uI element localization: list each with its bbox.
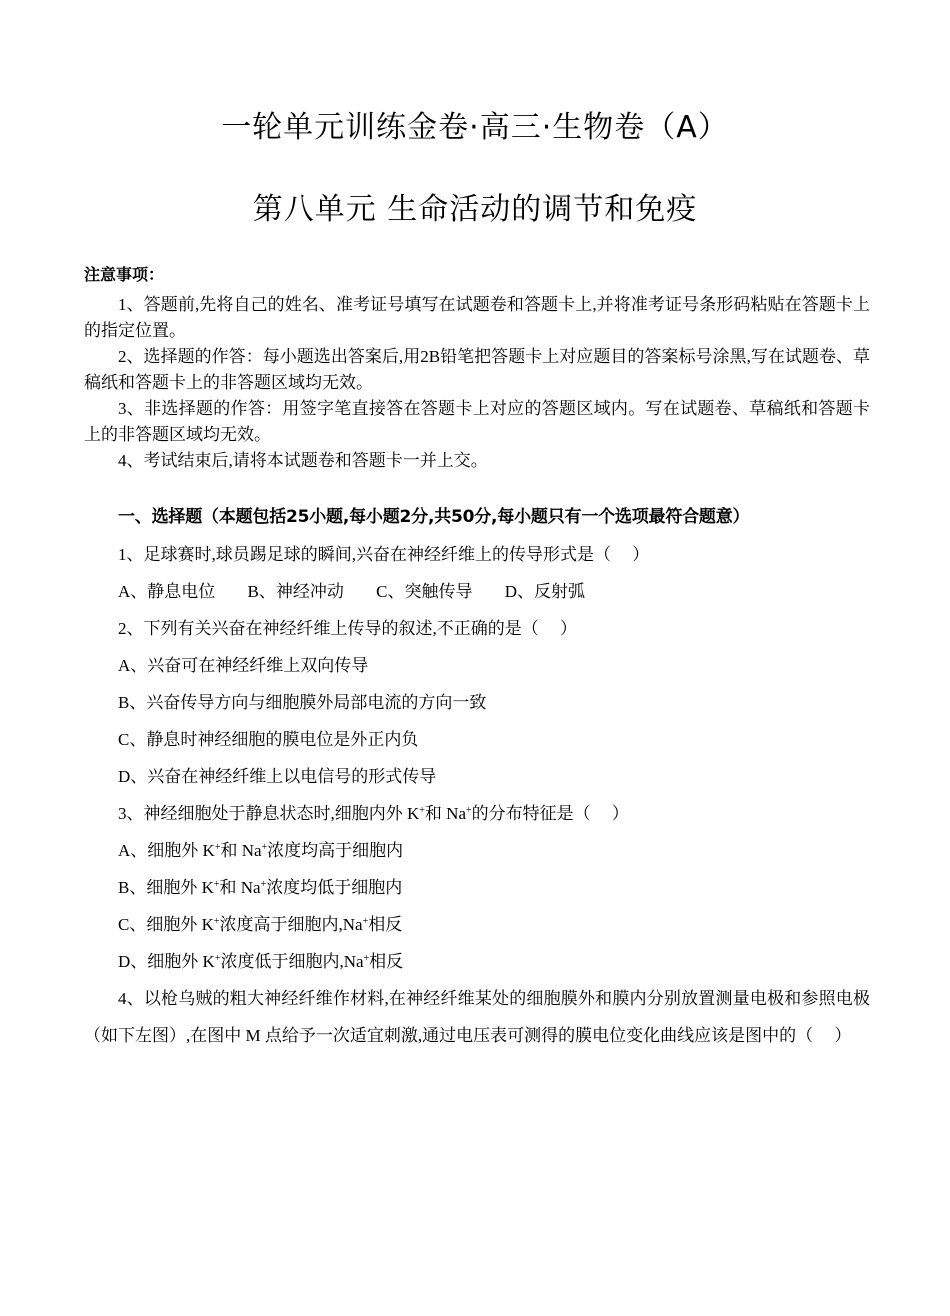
- question-3-option-d: [118, 947, 403, 972]
- superscript: +: [261, 842, 268, 853]
- superscript: +: [214, 842, 221, 853]
- question-1-option-c: C、突触传导: [376, 582, 473, 601]
- question-1-stem: 1、足球赛时,球员踢足球的瞬间,兴奋在神经纤维上的传导形式是（ ）: [118, 545, 650, 564]
- notice-item: 1、答题前,先将自己的姓名、准考证号填写在试题卷和答题卡上,并将准考证号条形码粘贴在答题卡上的指定位置。: [84, 295, 870, 340]
- question-3-option-b: [118, 873, 402, 898]
- superscript: +: [260, 879, 267, 890]
- question-4-stem: 4、以枪乌贼的粗大神经纤维作材料,在神经纤维某处的细胞膜外和膜内分别放置测量电极和参照电极（如下左图）,在图中 M 点给予一次适宜刺激,通过电压表可测得的膜电位变化曲线应该是图中的（ ）: [84, 989, 870, 1045]
- question-1-options: [118, 577, 613, 602]
- q3-stem-part: 3、神经细胞处于静息状态时,细胞内外 K: [118, 804, 420, 823]
- section-heading: 一、选择题（本题包括25小题,每小题2分,共50分,每小题只有一个选项最符合题意）: [118, 507, 750, 527]
- superscript: +: [419, 805, 425, 816]
- question-3-stem: [118, 799, 629, 824]
- option-text: 和 Na: [219, 878, 261, 897]
- question-1-option-d: D、反射弧: [504, 582, 585, 601]
- option-text: D、细胞外 K: [118, 952, 215, 971]
- option-text: 浓度均低于细胞内: [266, 878, 403, 897]
- superscript: +: [466, 805, 472, 816]
- option-text: 浓度低于细胞内,Na: [220, 952, 364, 971]
- question-2-option-b: B、兴奋传导方向与细胞膜外局部电流的方向一致: [118, 693, 487, 712]
- superscript: +: [213, 916, 220, 927]
- option-text: B、细胞外 K: [118, 878, 214, 897]
- question-2-option-a: A、兴奋可在神经纤维上双向传导: [118, 656, 369, 675]
- notice-heading: 注意事项：: [84, 265, 165, 284]
- superscript: +: [363, 953, 370, 964]
- notice-item: 4、考试结束后,请将本试题卷和答题卡一并上交。: [118, 451, 488, 470]
- option-text: C、细胞外 K: [118, 915, 214, 934]
- question-2-option-d: D、兴奋在神经纤维上以电信号的形式传导: [118, 767, 437, 786]
- option-text: 和 Na: [220, 841, 262, 860]
- page-subtitle: 第八单元 生命活动的调节和免疫: [252, 192, 698, 227]
- question-2-stem: 2、下列有关兴奋在神经纤维上传导的叙述,不正确的是（ ）: [118, 619, 577, 638]
- notice-list: [84, 292, 870, 474]
- option-text: 浓度高于细胞内,Na: [219, 915, 363, 934]
- question-2-option-c: C、静息时神经细胞的膜电位是外正内负: [118, 730, 419, 749]
- superscript: +: [213, 879, 220, 890]
- option-text: A、细胞外 K: [118, 841, 215, 860]
- q3-stem-part: 的分布特征是（ ）: [471, 804, 629, 823]
- q3-stem-part: 和 Na: [424, 804, 466, 823]
- page-title: 一轮单元训练金卷·高三·生物卷（A）: [221, 110, 729, 145]
- notice-item: 2、选择题的作答：每小题选出答案后,用2B铅笔把答题卡上对应题目的答案标号涂黑,写在试题卷、草稿纸和答题卡上的非答题区域均无效。: [84, 347, 870, 392]
- option-text: 相反: [369, 952, 404, 971]
- option-text: 浓度均高于细胞内: [267, 841, 404, 860]
- option-text: 相反: [368, 915, 403, 934]
- superscript: +: [362, 916, 369, 927]
- superscript: +: [214, 953, 221, 964]
- question-1-option-b: B、神经冲动: [247, 582, 344, 601]
- question-1-option-a: A、静息电位: [118, 582, 216, 601]
- question-3-option-a: [118, 836, 403, 861]
- notice-item: 3、非选择题的作答：用签字笔直接答在答题卡上对应的答题区域内。写在试题卷、草稿纸和答题卡上的非答题区域均无效。: [84, 399, 870, 444]
- question-3-option-c: [118, 910, 402, 935]
